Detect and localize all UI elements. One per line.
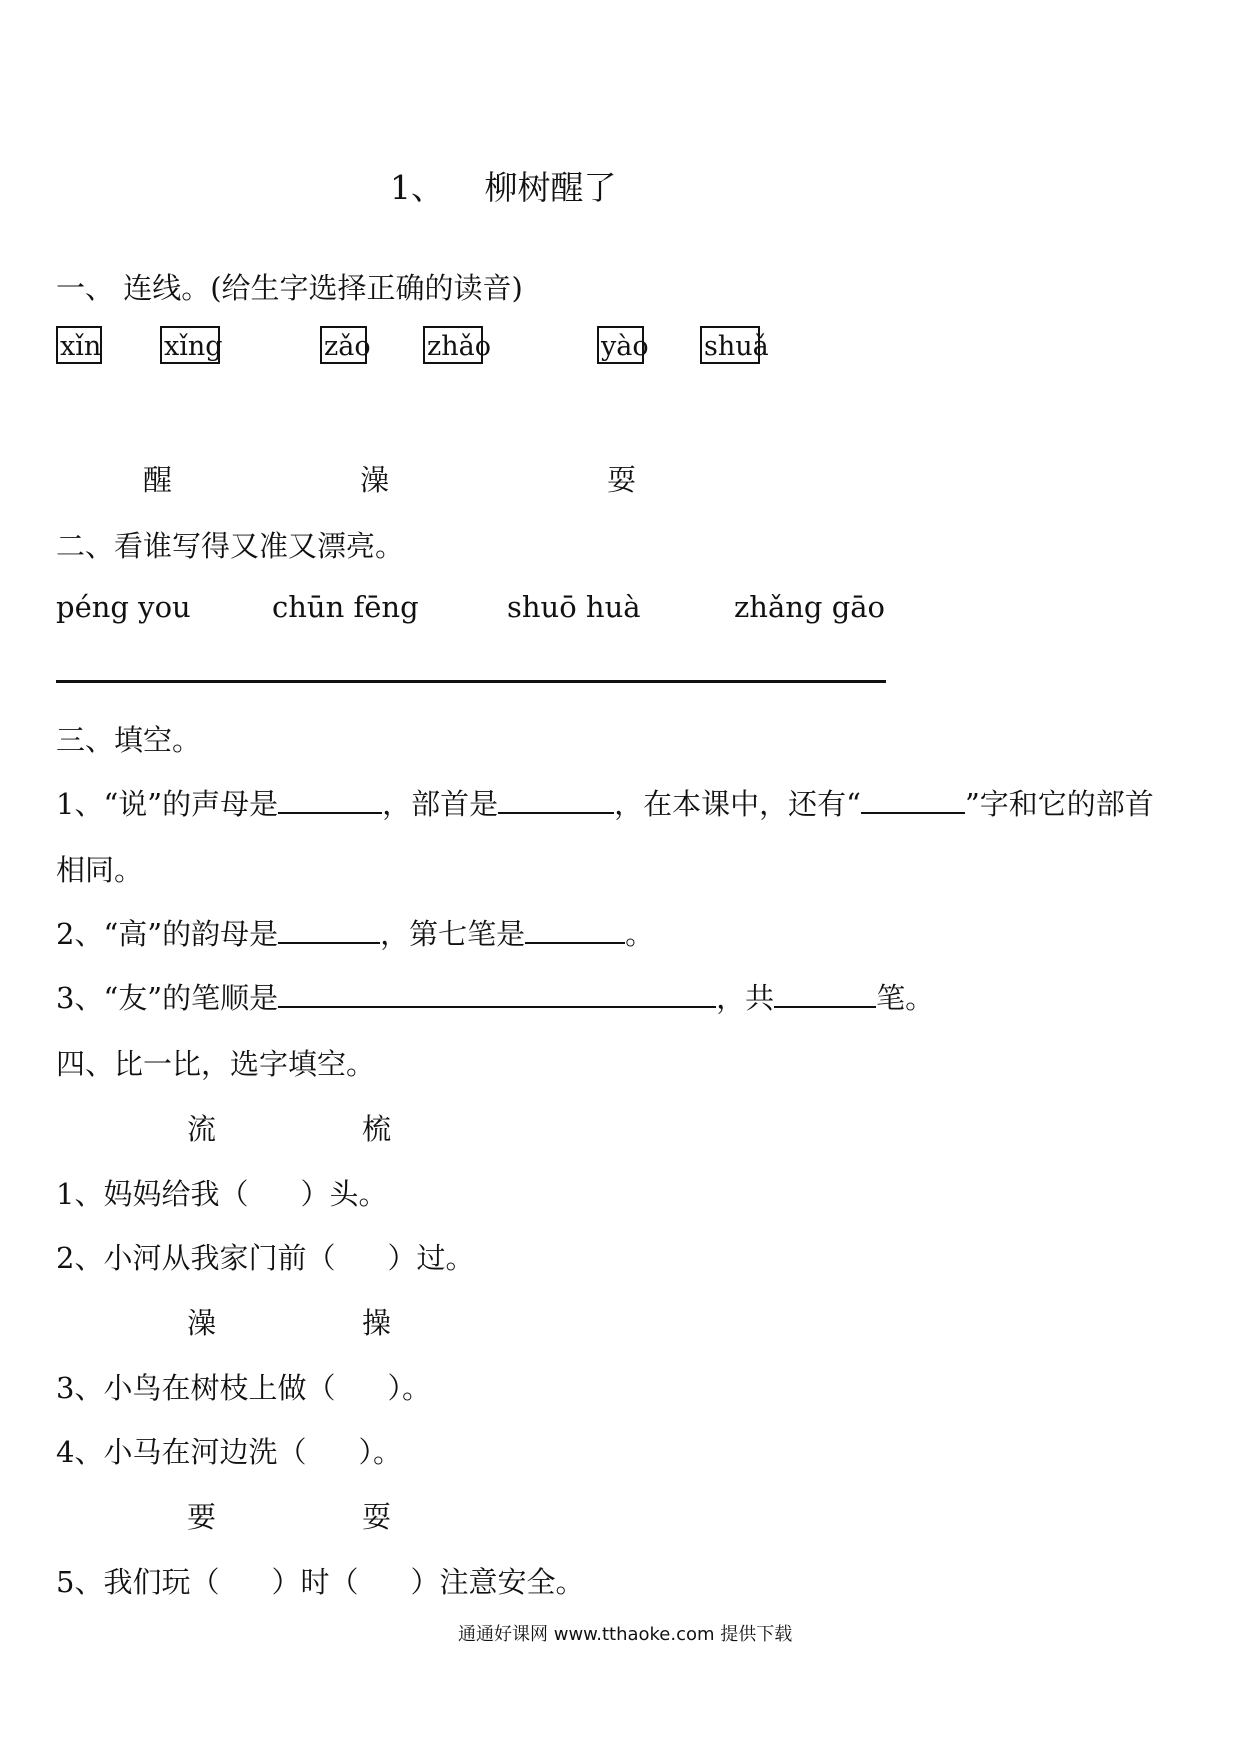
- cq5-after: ）注意安全。: [410, 1565, 585, 1599]
- writing-line[interactable]: [56, 680, 886, 683]
- choice-question-2: [56, 1236, 474, 1277]
- pinyin-box-1: xǐn: [56, 326, 102, 364]
- cq4-after: ）。: [358, 1435, 402, 1469]
- q2-text-3: 。: [625, 917, 655, 951]
- section4-heading: 四、比一比，选字填空。: [56, 1047, 376, 1081]
- section1-heading: 一、 连线。(给生字选择正确的读音): [56, 271, 523, 305]
- q3-text-1: 3、“友”的笔顺是: [56, 981, 279, 1015]
- match-character-3: 耍: [607, 463, 637, 497]
- fill-question-3: [56, 976, 934, 1017]
- cq2-after: ）过。: [387, 1241, 475, 1275]
- q3-blank-stroke-order[interactable]: [278, 980, 716, 1008]
- fill-question-2: [56, 912, 654, 953]
- pinyin-box-6: shuǎ: [700, 326, 760, 364]
- choice-group3-b: 耍: [362, 1500, 392, 1534]
- section3-heading: 三、填空。: [56, 723, 202, 757]
- choice-group2-a: 澡: [187, 1306, 217, 1340]
- choice-question-1: [56, 1172, 387, 1213]
- footer-credit: 通通好课网 www.tthaoke.com 提供下载: [458, 1624, 793, 1645]
- q1-text-4: ”字和它的部首: [964, 787, 1154, 821]
- pinyin-box-4: zhǎo: [423, 326, 483, 364]
- match-character-2: 澡: [360, 463, 390, 497]
- q1-blank-radical[interactable]: [498, 786, 614, 814]
- pinyin-box-3: zǎo: [320, 326, 367, 364]
- pinyin-box-2: xǐng: [160, 326, 220, 364]
- cq3-after: ）。: [387, 1371, 431, 1405]
- q2-blank-stroke[interactable]: [525, 916, 625, 944]
- q2-text-2: ，第七笔是: [380, 917, 526, 951]
- q2-blank-final[interactable]: [278, 916, 380, 944]
- pinyin-word-3: shuō huà: [507, 590, 641, 624]
- fill-question-1: [56, 782, 1154, 823]
- cq5-middle: ）时（: [271, 1565, 359, 1599]
- pinyin-word-2: chūn fēng: [272, 590, 419, 624]
- choice-group1-a: 流: [187, 1112, 217, 1146]
- q2-text-1: 2、“高”的韵母是: [56, 917, 279, 951]
- cq5-before: 5、我们玩（: [56, 1565, 220, 1599]
- q1-text-2: ，部首是: [382, 787, 499, 821]
- q1-blank-initial[interactable]: [278, 786, 382, 814]
- worksheet-title: 1、 柳树醒了: [390, 168, 617, 207]
- choice-question-4: [56, 1430, 402, 1471]
- q1-text-5: 相同。: [56, 853, 144, 887]
- pinyin-word-4: zhǎng gāo: [734, 590, 886, 624]
- pinyin-word-1: péng you: [56, 590, 191, 624]
- choice-question-5: [56, 1560, 584, 1601]
- cq1-before: 1、妈妈给我（: [56, 1177, 249, 1211]
- section2-heading: 二、看谁写得又准又漂亮。: [56, 529, 405, 563]
- pinyin-box-5: yào: [597, 326, 644, 364]
- cq3-before: 3、小鸟在树枝上做（: [56, 1371, 336, 1405]
- cq2-before: 2、小河从我家门前（: [56, 1241, 336, 1275]
- q1-blank-character[interactable]: [861, 786, 965, 814]
- q3-text-3: 笔。: [876, 981, 935, 1015]
- cq4-before: 4、小马在河边洗（: [56, 1435, 307, 1469]
- choice-group3-a: 要: [187, 1500, 217, 1534]
- q3-blank-stroke-count[interactable]: [774, 980, 876, 1008]
- cq1-after: ）头。: [300, 1177, 388, 1211]
- choice-question-3: [56, 1366, 431, 1407]
- q3-text-2: ，共: [716, 981, 775, 1015]
- choice-group1-b: 梳: [362, 1112, 392, 1146]
- match-character-1: 醒: [143, 463, 173, 497]
- choice-group2-b: 操: [362, 1306, 392, 1340]
- q1-text-1: 1、“说”的声母是: [56, 787, 279, 821]
- q1-text-3: ，在本课中，还有“: [614, 787, 861, 821]
